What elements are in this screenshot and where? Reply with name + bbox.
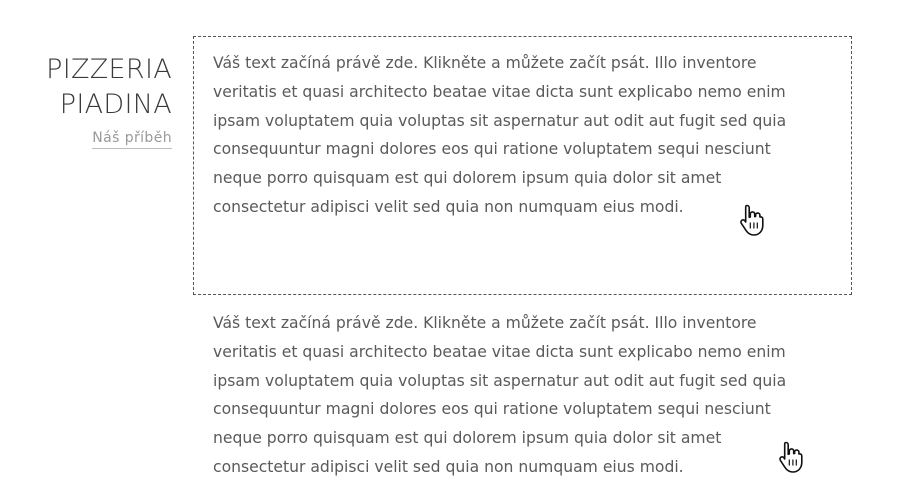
- our-story-link[interactable]: Náš příběh: [92, 129, 172, 149]
- editable-text-block[interactable]: Váš text začíná právě zde. Klikněte a můžete začít psát. Illo inventore veritatis et quasi architecto beatae vitae dicta sunt explicabo nemo enim ipsam voluptatem quia voluptas sit aspernatur aut odit aut fugit sed quia consequuntur magni dolores eos qui ratione voluptatem sequi nesciunt neque porro quisquam est qui dolorem ipsum quia dolor sit amet consectetur adipisci velit sed quia non numquam eius modi.: [213, 54, 787, 216]
- hand-pointer-icon: [738, 203, 766, 237]
- hand-pointer-icon: [777, 440, 805, 474]
- brand-title-line-2: PIADINA: [59, 89, 172, 120]
- brand-header: [0, 52, 172, 149]
- brand-title-line-1: PIZZERIA: [46, 54, 172, 85]
- text-block: Váš text začíná právě zde. Klikněte a můžete začít psát. Illo inventore veritatis et quasi architecto beatae vitae dicta sunt explicabo nemo enim ipsam voluptatem quia voluptas sit aspernatur aut odit aut fugit sed quia consequuntur magni dolores eos qui ratione voluptatem sequi nesciunt neque porro quisquam est qui dolorem ipsum quia dolor sit amet consectetur adipisci velit sed quia non numquam eius modi.: [213, 314, 787, 476]
